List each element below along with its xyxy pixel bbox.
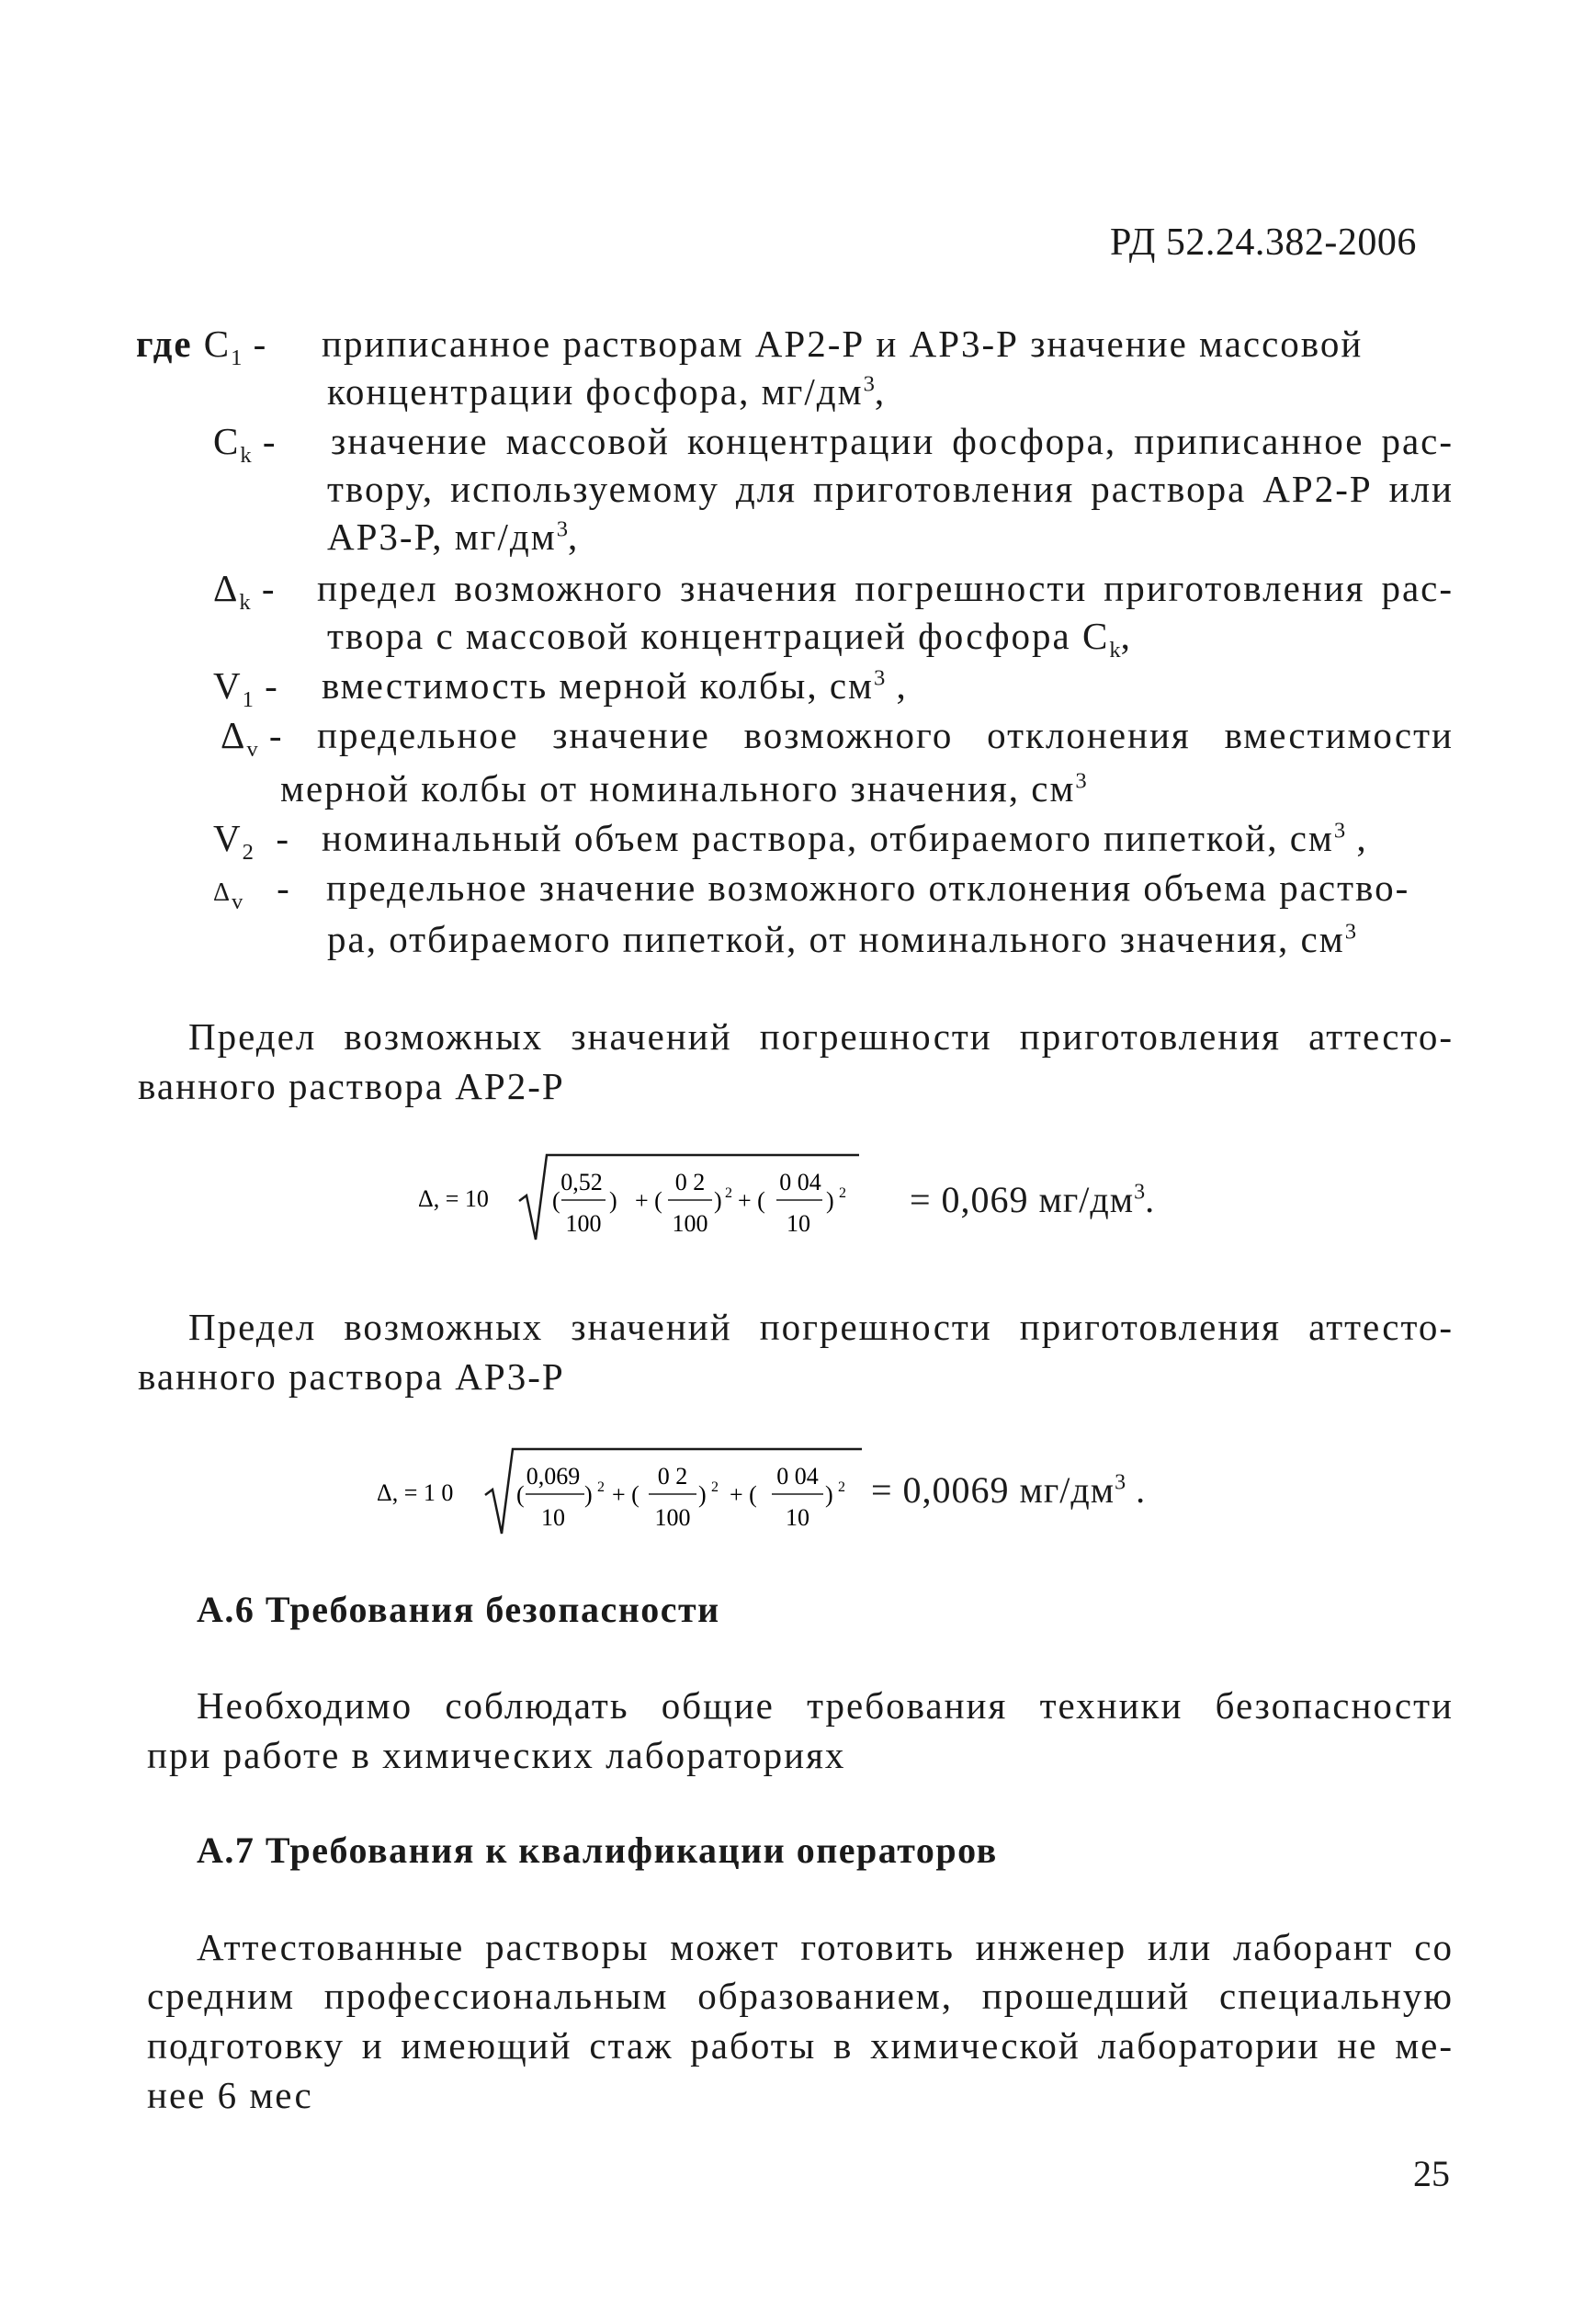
section-a7-line2: средним профессиональным образованием, прошедший специальную [147,1975,1454,2017]
formula-ap2-result: = 0,069 $мг/дм^3$. [910,1179,1156,1220]
section-a7-line4: нее 6 мес [147,2074,313,2116]
definition-intro [136,322,267,371]
svg-text:2: 2 [725,1185,732,1201]
formula-ap3-result: = 0,0069 $мг/дм^3$ . [871,1469,1147,1511]
definition-symbol: $V_2$ - [213,817,291,866]
svg-text:(: ( [552,1187,560,1214]
definition-text: твора с массовой концентрацией фосфора $C_k$, [327,615,1132,663]
fraction-numerator: 0 04 [779,1169,821,1195]
formula-lhs: Δ, = 10 [418,1185,489,1212]
page-number: 25 [1413,2153,1450,2194]
definition-symbol: $\Delta_v$ - [221,714,284,763]
definition-text: предельное значение возможного отклонения вместимости [317,714,1454,756]
section-a7-heading: А.7 Требования к квалификации операторов [197,1830,998,1871]
svg-text:): ) [826,1187,834,1214]
definition-symbol: $C_k$ - [213,420,277,469]
svg-text:2: 2 [711,1479,719,1495]
paragraph-ap2-line2: ванного раствора АР2-Р [138,1065,565,1107]
gde-label: где [136,323,193,365]
definition-text: приписанное растворам АР2-Р и АР3-Р значение массовой [322,323,1364,365]
fraction-denominator: 100 [565,1210,602,1237]
formula-lhs: Δ, = 1 0 [377,1479,454,1506]
paragraph-ap2-line1: Предел возможных значений погрешности приготовления аттесто- [188,1015,1454,1058]
definition-text: вместимость мерной колбы, $см^3$ , [322,664,908,707]
definition-symbol: $V_1$ - [213,664,279,713]
definition-dash: - [253,323,268,365]
svg-text:): ) [714,1187,722,1214]
svg-text:+ (: + ( [738,1187,765,1214]
fraction-denominator: 100 [672,1210,708,1237]
section-a6-line1: Необходимо соблюдать общие требования техники безопасности [197,1684,1454,1727]
document-number: РД 52.24.382-2006 [1110,221,1417,264]
definition-text: АР3-Р, $мг/дм^3$, [327,515,580,558]
paragraph-ap3-line2: ванного раствора АР3-Р [138,1355,565,1398]
svg-text:2: 2 [839,1185,846,1201]
definition-text: ра, отбираемого пипеткой, от номинального значения, $см^3$ [327,918,1356,960]
fraction-numerator: 0,069 [526,1463,581,1490]
section-a6-heading: А.6 Требования безопасности [197,1589,720,1630]
svg-text:(: ( [516,1481,525,1508]
definition-symbol: $\Delta_k$ - [213,567,277,616]
definition-text: концентрации фосфора, $мг/дм^3$, [327,370,887,413]
svg-text:+ (: + ( [635,1187,662,1214]
paragraph-ap3-line1: Предел возможных значений погрешности приготовления аттесто- [188,1306,1454,1348]
svg-text:): ) [698,1481,707,1508]
definition-symbol: $\Delta_v$ - [213,867,291,915]
svg-text:+ (: + ( [612,1481,640,1508]
svg-text:): ) [609,1187,617,1214]
fraction-numerator: 0,52 [560,1169,603,1195]
fraction-denominator: 10 [787,1210,810,1237]
section-a6-line2: при работе в химических лабораториях [147,1734,846,1776]
fraction-denominator: 100 [654,1504,691,1531]
definition-text: значение массовой концентрации фосфора, приписанное рас- [331,420,1454,462]
svg-text:+ (: + ( [730,1481,757,1508]
definition-text: предельное значение возможного отклонения объема раство- [326,867,1410,909]
section-a7-line1: Аттестованные растворы может готовить инженер или лаборант со [197,1926,1454,1968]
fraction-numerator: 0 04 [776,1463,819,1490]
svg-text:): ) [825,1481,833,1508]
definition-text: номинальный объем раствора, отбираемого пипеткой, $см^3$ , [322,817,1368,859]
section-a7-line3: подготовку и имеющий стаж работы в химической лаборатории не ме- [147,2024,1454,2067]
svg-text:2: 2 [838,1479,845,1495]
fraction-numerator: 0 2 [674,1169,706,1195]
definition-symbol: $C_1$ [203,323,243,371]
definition-text: твору, используемому для приготовления раствора АР2-Р или [327,468,1454,510]
fraction-denominator: 10 [541,1504,565,1531]
definition-text: предел возможного значения погрешности приготовления рас- [317,567,1454,609]
definition-text: мерной колбы от номинального значения, $см^3$ [280,767,1087,810]
svg-text:2: 2 [597,1479,605,1495]
svg-text:): ) [584,1481,593,1508]
fraction-denominator: 10 [786,1504,809,1531]
fraction-numerator: 0 2 [657,1463,688,1490]
